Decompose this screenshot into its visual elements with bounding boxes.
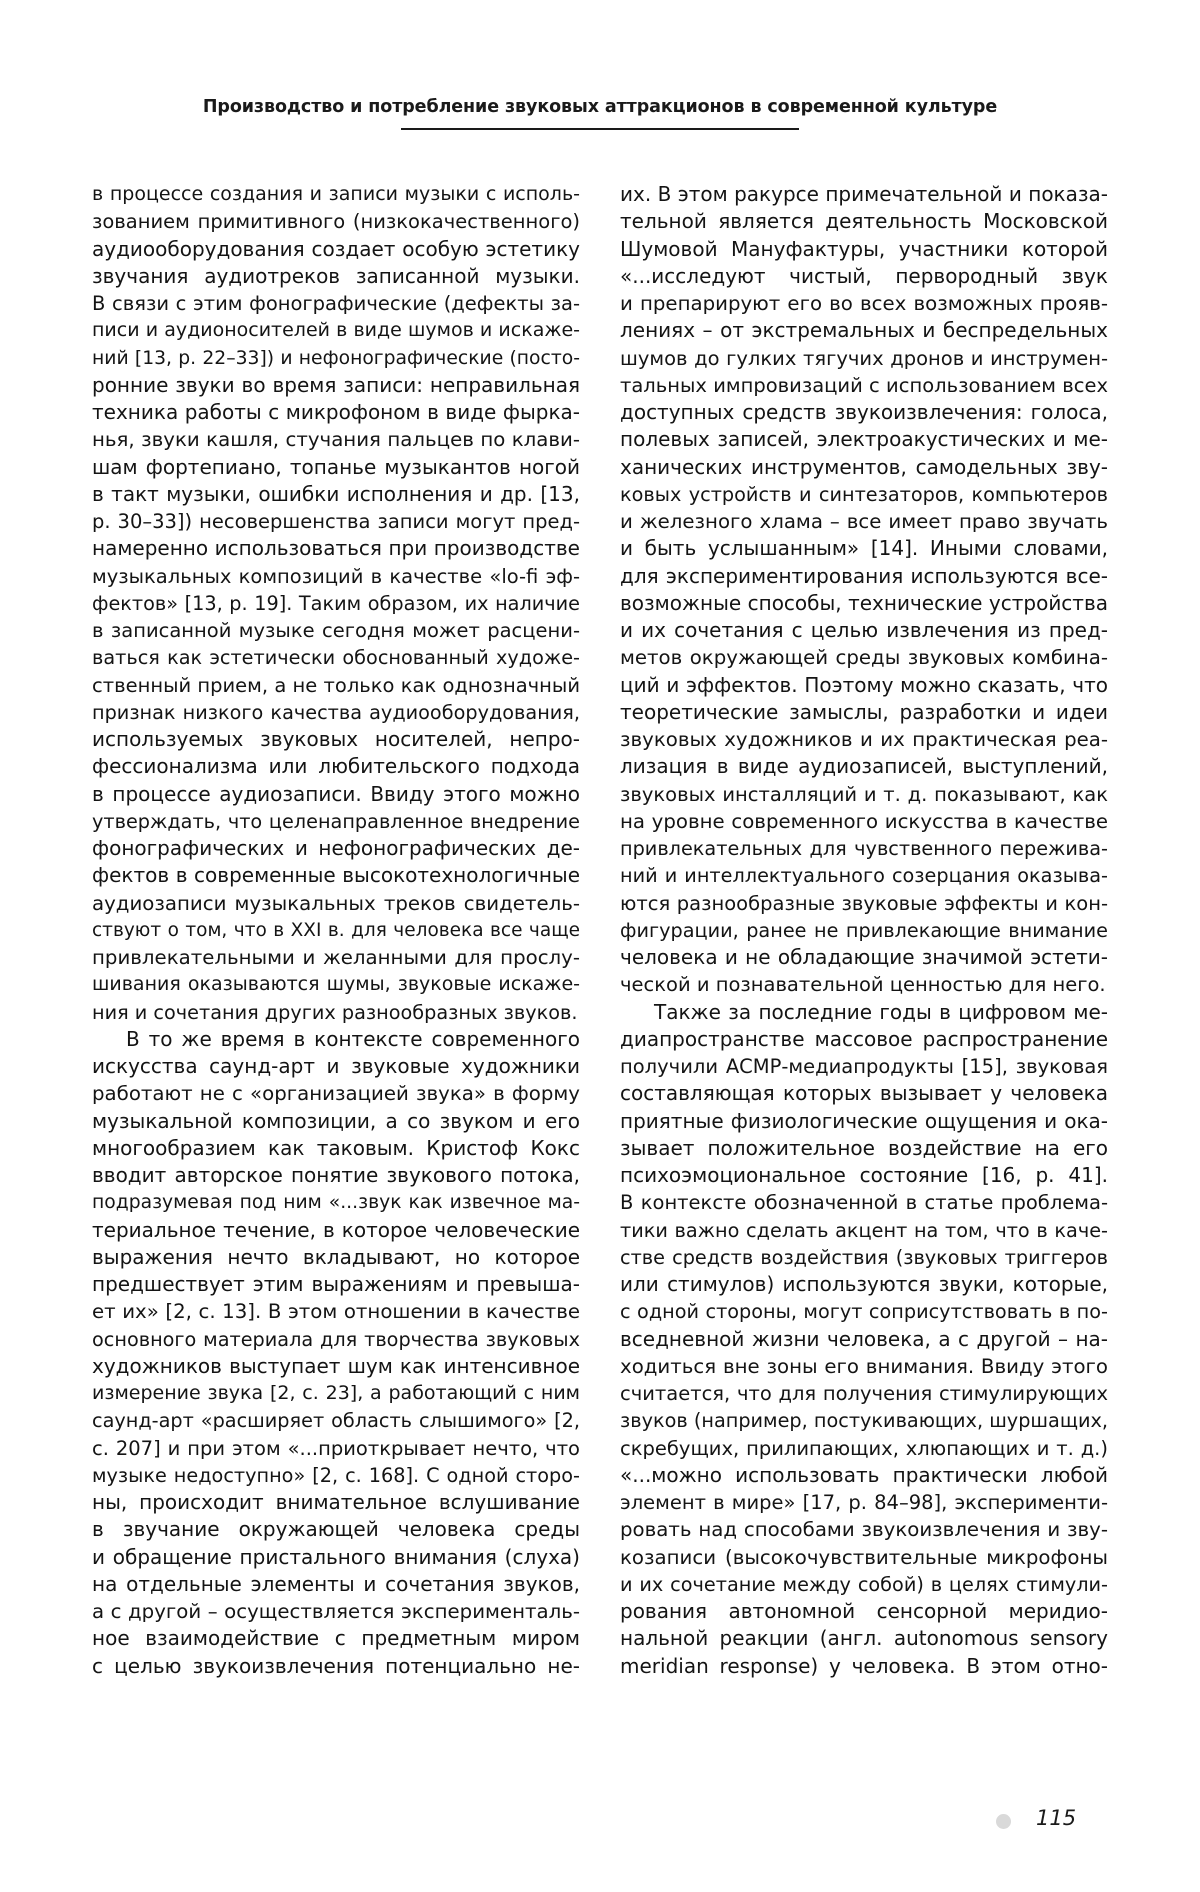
text-line: ций и эффектов. Поэтому можно сказать, что [620, 672, 1108, 697]
text-line: аудиооборудования создает особую эстетику [92, 236, 580, 261]
text-line: получили АСМР-медиапродукты [15], звуковая [620, 1055, 1108, 1078]
text-line: Шумовой Мануфактуры, участники которой [620, 236, 1108, 261]
text-line: с. 207] и при этом «...приоткрывает нечто, что [92, 1436, 580, 1460]
text-line: ются разнообразные звуковые эффекты и кон- [620, 891, 1108, 915]
text-line: составляющая которых вызывает у человека [620, 1081, 1108, 1106]
text-line: вседневной жизни человека, а с другой – на- [620, 1326, 1108, 1351]
text-line: ваться как эстетически обоснованный художе- [92, 646, 580, 670]
text-line: ний и интеллектуального созерцания оказыва- [620, 864, 1108, 888]
running-head: Производство и потребление звуковых аттракционов в современной культуре [202, 97, 998, 117]
text-line: шумов до гулких тягучих дронов и инструмен- [620, 346, 1108, 370]
text-line: тики важно сделать акцент на том, что в каче- [620, 1218, 1108, 1242]
text-line: фектов в современные высокотехнологичные [92, 863, 580, 888]
text-line: зывает положительное воздействие на его [620, 1135, 1108, 1160]
text-line: ний [13, p. 22–33]) и нефонографические (посто- [92, 347, 580, 369]
text-line: ны, происходит внимательное вслушивание [92, 1490, 580, 1514]
text-line: p. 30–33]) несовершенства записи могут пред- [92, 510, 580, 533]
text-line: основного материала для творчества звуковых [92, 1327, 580, 1351]
text-line: фессионализма или любительского подхода [92, 754, 580, 779]
text-line: считается, что для получения стимулирующих [620, 1382, 1108, 1405]
text-line: скребущих, прилипающих, хлюпающих и т. д.) [620, 1436, 1108, 1460]
text-line: и их сочетание между собой) в целях стимули- [620, 1572, 1108, 1596]
text-line: териальное течение, в которое человеческие [92, 1217, 580, 1242]
text-line: В контексте обозначенной в статье проблема- [620, 1191, 1108, 1215]
text-line: диапространстве массовое распространение [620, 1026, 1108, 1051]
text-line: рования автономной сенсорной меридио- [620, 1599, 1108, 1623]
text-line: звуковых художников и их практическая реа- [620, 728, 1108, 751]
text-line: с целью звукоизвлечения потенциально не- [92, 1653, 580, 1678]
text-line: на уровне современного искусства в качестве [620, 809, 1108, 833]
text-line: ет их» [2, с. 13]. В этом отношении в качестве [92, 1300, 580, 1324]
text-line: музыкальных композиций в качестве «lo-fi эф- [92, 564, 580, 588]
text-line: фектов» [13, p. 19]. Таким образом, их наличие [92, 591, 580, 615]
text-line: ронние звуки во время записи: неправильная [92, 372, 580, 397]
left-column [92, 181, 580, 1680]
text-line: саунд-арт «расширяет область слышимого» [2, [92, 1409, 580, 1433]
text-line: искусства саунд-арт и звуковые художники [92, 1054, 580, 1078]
text-line: тельной является деятельность Московской [620, 209, 1108, 234]
text-line: звучания аудиотреков записанной музыки. [92, 263, 580, 288]
text-line: ствуют о том, что в XXI в. для человека все чаще [92, 919, 580, 941]
text-line: и их сочетания с целью извлечения из пред- [620, 618, 1108, 642]
text-line: возможные способы, технические устройства [620, 590, 1108, 615]
text-line: аудиозаписи музыкальных треков свидетель- [92, 891, 580, 915]
text-line: привлекательными и желанными для прослу- [92, 946, 580, 969]
text-line: музыке недоступно» [2, с. 168]. С одной сторо- [92, 1463, 580, 1487]
text-line: многообразием как таковым. Кристоф Кокс [92, 1135, 580, 1160]
page-number: 115 [1036, 1806, 1077, 1830]
text-line: измерение звука [2, с. 23], а работающий с ним [92, 1382, 580, 1404]
text-line: и препарируют его во всех возможных прояв- [620, 292, 1108, 315]
text-line: или стимулов) используются звуки, которые, [620, 1272, 1108, 1296]
text-line: выражения нечто вкладывают, но которое [92, 1244, 580, 1269]
text-line: звуков (например, постукивающих, шуршащих, [620, 1409, 1108, 1433]
text-line: ходиться вне зоны его внимания. Ввиду этого [620, 1354, 1108, 1378]
text-line: а с другой – осуществляется эксперименталь- [92, 1600, 580, 1623]
text-line: признак низкого качества аудиооборудования, [92, 700, 580, 724]
text-line: «...можно использовать практически любой [620, 1462, 1108, 1487]
text-line: нья, звуки кашля, стучания пальцев по клави- [92, 428, 580, 452]
text-line: лизация в виде аудиозаписей, выступлений, [620, 754, 1108, 779]
paragraph-start-line: В то же время в контексте современного [126, 1026, 580, 1051]
text-line: ковых устройств и синтезаторов, компьютеров [620, 482, 1108, 506]
text-line: намеренно использоваться при производстве [92, 536, 580, 561]
text-line: ное взаимодействие с предметным миром [92, 1626, 580, 1651]
text-line: их. В этом ракурсе примечательной и показа- [620, 182, 1108, 206]
text-line: в такт музыки, ошибки исполнения и др. [13, [92, 481, 580, 506]
text-line: козаписи (высокочувствительные микрофоны [620, 1545, 1108, 1569]
text-line: элемент в мире» [17, p. 84–98], эксперименти- [620, 1491, 1108, 1514]
text-line: на отдельные элементы и сочетания звуков, [92, 1571, 580, 1596]
text-line: техника работы с микрофоном в виде фырка- [92, 400, 580, 424]
right-column [620, 181, 1108, 1680]
text-line: и обращение пристального внимания (слуха) [92, 1544, 580, 1569]
text-line: подразумевая под ним «...звук как извечное ма- [92, 1192, 580, 1214]
text-line: зованием примитивного (низкокачественного) [92, 210, 580, 234]
text-line: В связи с этим фонографические (дефекты за- [92, 292, 580, 315]
text-line: музыкальной композиции, а со звуком и его [92, 1108, 580, 1133]
text-line: вводит авторское понятие звукового потока, [92, 1163, 580, 1187]
text-line: доступных средств звукоизвлечения: голоса, [620, 400, 1108, 424]
text-line: «...исследуют чистый, первородный звук [620, 263, 1108, 288]
text-line: meridian response) у человека. В этом отно- [620, 1653, 1108, 1678]
text-line: и быть услышанным» [14]. Иными словами, [620, 536, 1108, 561]
header-rule [401, 128, 799, 130]
text-line: лениях – от экстремальных и беспредельных [620, 318, 1108, 343]
text-line: ровать над способами звукоизвлечения и зву- [620, 1518, 1108, 1542]
text-line: шам фортепиано, топанье музыкантов ногой [92, 454, 580, 479]
folio-dot [996, 1814, 1011, 1829]
text-line: теоретические замыслы, разработки и идеи [620, 699, 1108, 724]
text-line: ственный прием, а не только как однозначный [92, 673, 580, 697]
text-line: в процессе создания и записи музыки с исполь- [92, 183, 580, 205]
text-line: тальных импровизаций с использованием всех [620, 373, 1108, 397]
text-line: психоэмоциональное состояние [16, p. 41]. [620, 1163, 1108, 1187]
text-line: художников выступает шум как интенсивное [92, 1353, 580, 1378]
text-line: фонографических и нефонографических де- [92, 836, 580, 860]
text-line: метов окружающей среды звуковых комбина- [620, 646, 1108, 670]
text-line: в процессе аудиозаписи. Ввиду этого можно [92, 781, 580, 806]
text-line: звуковых инсталляций и т. д. показывают, как [620, 782, 1108, 806]
text-line: в звучание окружающей человека среды [92, 1517, 580, 1542]
text-line: и железного хлама – все имеет право звучать [620, 510, 1108, 533]
text-line: работают не с «организацией звука» в форму [92, 1082, 580, 1106]
text-line: фигурации, ранее не привлекающие внимание [620, 918, 1108, 942]
text-line: нальной реакции (англ. autonomous sensory [620, 1626, 1108, 1651]
text-line: полевых записей, электроакустических и ме- [620, 427, 1108, 452]
paragraph-end-line: ческой и познавательной ценностью для него. [620, 973, 1106, 997]
text-line: шивания оказываются шумы, звуковые искаже- [92, 973, 580, 996]
text-line: с одной стороны, могут соприсутствовать в по- [620, 1300, 1108, 1324]
text-line: предшествует этим выражениям и превыша- [92, 1272, 580, 1296]
text-line: в записанной музыке сегодня может расцени- [92, 619, 580, 642]
text-line: стве средств воздействия (звуковых триггеров [620, 1245, 1108, 1269]
text-line: используемых звуковых носителей, непро- [92, 727, 580, 751]
text-line: для экспериментирования используются все- [620, 563, 1108, 588]
text-line: приятные физиологические ощущения и ока- [620, 1108, 1108, 1133]
text-line: привлекательных для чувственного пережива- [620, 837, 1108, 860]
text-line: человека и не обладающие значимой эстети- [620, 945, 1108, 969]
text-line: писи и аудионосителей в виде шумов и искаже- [92, 319, 580, 342]
text-line: ханических инструментов, самодельных зву- [620, 454, 1108, 479]
paragraph-end-line: ния и сочетания других разнообразных звуков. [92, 1000, 578, 1024]
text-line: утверждать, что целенаправленное внедрение [92, 809, 580, 833]
paragraph-start-line: Также за последние годы в цифровом ме- [654, 999, 1108, 1024]
